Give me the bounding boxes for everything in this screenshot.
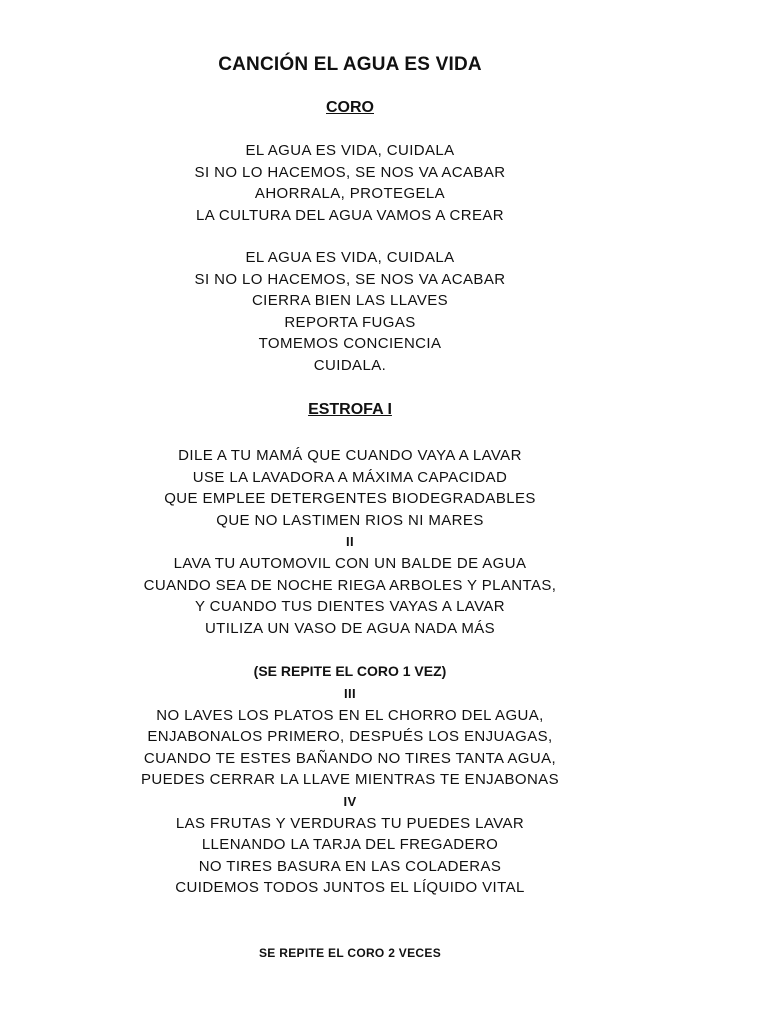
verse-numeral: IV — [343, 793, 357, 809]
lyric-line: CUANDO TE ESTES BAÑANDO NO TIRES TANTA AGUA, — [143, 749, 557, 767]
lyric-line: SI NO LO HACEMOS, SE NOS VA ACABAR — [194, 270, 506, 288]
lyric-line: QUE NO LASTIMEN RIOS NI MARES — [216, 511, 484, 529]
estrofa-part-3 — [0, 683, 700, 899]
estrofa-heading: ESTROFA I — [308, 401, 392, 418]
coro-stanza-1 — [0, 140, 700, 226]
lyric-line: AHORRALA, PROTEGELA — [254, 185, 446, 203]
song-title: CANCIÓN EL AGUA ES VIDA — [218, 54, 482, 75]
lyric-line: SI NO LO HACEMOS, SE NOS VA ACABAR — [194, 163, 506, 181]
lyric-line: REPORTA FUGAS — [284, 313, 416, 331]
lyric-line: UTILIZA UN VASO DE AGUA NADA MÁS — [204, 619, 496, 637]
lyric-line: LLENANDO LA TARJA DEL FREGADERO — [201, 836, 499, 854]
lyric-line: LAS FRUTAS Y VERDURAS TU PUEDES LAVAR — [175, 814, 525, 832]
lyric-line: NO TIRES BASURA EN LAS COLADERAS — [198, 857, 502, 875]
repeat-chorus-twice: SE REPITE EL CORO 2 VECES — [259, 946, 441, 960]
lyric-line: TOMEMOS CONCIENCIA — [258, 335, 442, 353]
lyric-line: QUE EMPLEE DETERGENTES BIODEGRADABLES — [164, 490, 536, 508]
lyric-line: Y CUANDO TUS DIENTES VAYAS A LAVAR — [194, 598, 506, 616]
lyric-line: NO LAVES LOS PLATOS EN EL CHORRO DEL AGUA, — [156, 706, 544, 724]
repeat-chorus-once: (SE REPITE EL CORO 1 VEZ) — [253, 663, 447, 679]
lyric-line: CUIDALA. — [313, 356, 387, 374]
lyric-line: USE LA LAVADORA A MÁXIMA CAPACIDAD — [192, 468, 508, 486]
coro-heading: CORO — [326, 99, 374, 116]
lyric-line: ENJABONALOS PRIMERO, DESPUÉS LOS ENJUAGAS, — [147, 728, 553, 746]
lyric-line: DILE A TU MAMÁ QUE CUANDO VAYA A LAVAR — [178, 447, 522, 464]
lyric-line: PUEDES CERRAR LA LLAVE MIENTRAS TE ENJABONAS — [141, 771, 559, 789]
lyric-line: CUIDEMOS TODOS JUNTOS EL LÍQUIDO VITAL — [175, 879, 525, 897]
lyric-line: EL AGUA ES VIDA, CUIDALA — [245, 142, 455, 159]
lyric-line: CUANDO SEA DE NOCHE RIEGA ARBOLES Y PLANTAS, — [143, 576, 557, 594]
estrofa-part-1 — [0, 445, 700, 639]
lyric-line: EL AGUA ES VIDA, CUIDALA — [245, 249, 455, 266]
verse-numeral: III — [343, 686, 357, 701]
lyric-line: LAVA TU AUTOMOVIL CON UN BALDE DE AGUA — [173, 554, 527, 572]
coro-stanza-2 — [0, 247, 700, 377]
lyric-line: LA CULTURA DEL AGUA VAMOS A CREAR — [195, 206, 505, 224]
verse-numeral: II — [345, 534, 355, 550]
lyric-line: CIERRA BIEN LAS LLAVES — [251, 292, 449, 310]
